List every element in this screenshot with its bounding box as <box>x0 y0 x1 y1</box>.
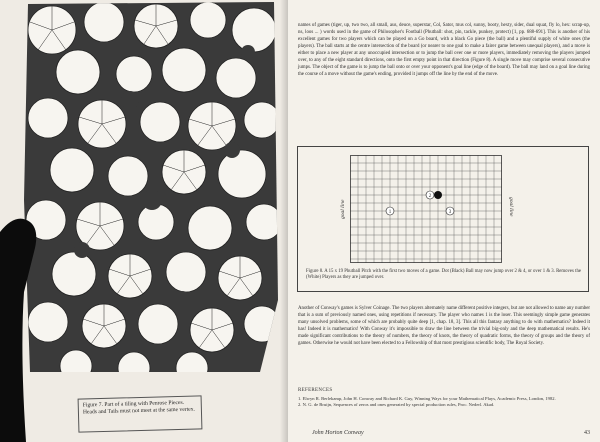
ball-black <box>434 191 442 199</box>
reference-item: 1. Elwyn R. Berlekamp, John H. Conway and Richard K. Guy, Winning Ways for your Mathematical Plays, Academic Press, London, 1982. <box>298 396 556 401</box>
reference-item: 2. N. G. de Bruijn, Sequences of zeros and ones generated by special production rules, Proc. Nederl. Akad. <box>298 402 495 408</box>
phutball-figure <box>297 146 589 292</box>
penrose-tiling-illustration <box>22 0 280 375</box>
running-footer-title: John Horton Conway <box>312 430 364 436</box>
player-label-3: 3 <box>448 209 452 215</box>
figure-8-caption: Figure 8. A 15 x 19 Phutball Pitch with the first two moves of a game. Dot (Black) Ball may now jump over 2 & 4, or over 1 & 3. Removes the (White) Players as they are jumped over. <box>306 269 581 281</box>
goal-line-left-label: goal line <box>340 199 346 219</box>
paragraph-2: Another of Conway's games is Sylver Coinage. The two players alternately name different positive integers, but are not allowed to name any number that is a sum of previously named ones, using repetitions if necessary. The player who names 1 is the loser. This seemingly simple game generates many unsolved problems, some of which are probably quite deep [1, chap. 18, 3]. This all this fantasy anything to do with mathematics? Indeed it has! Indeed it is mathematics! With Conway it's impossible to draw the line between the trivial big-only and the deep mathematical results. He's made significant contributions to the theory of numbers, the theory of knots, the theory of quadratic forms, the theory of groups and the theory of games. Otherwise he would not have been elected to a Fellowship of that most prestigious scientific body, The Royal Society. <box>298 306 590 346</box>
references-list <box>298 396 590 408</box>
player-label-1: 1 <box>388 209 392 215</box>
goal-line-right-label: goal line <box>508 197 514 217</box>
left-page <box>0 0 290 442</box>
page-number: 43 <box>584 430 590 436</box>
player-label-2: 2 <box>428 193 432 199</box>
references-heading: REFERENCES <box>298 388 333 393</box>
left-figure-caption: Figure 7. Part of a tiling with Penrose Pieces. Heads and Tails must not meet at the same vertex. <box>78 395 203 432</box>
glove-shape <box>0 212 40 442</box>
go-board-diagram <box>340 155 514 263</box>
paragraph-1: names of games (tiger, up, two two, all small, aus, deuce, superstar, Col, Sator, mus col, sunny, booty, hexty, sider, dual squat, fly lo, hex: scrap-up, ns, loos ... ) words used in the game of Philosopher's Football (Phutball: shot, pin, tackle, punkey, protect) [1, pp. 688-691]. This is another of his excellent games for two players which can be played on a Go board, with a black Go piece (the ball) and a plentiful supply of white ones (the players). The ball starts at the centre intersection of the board (or nearer to one goal to make a fairer game between unequal players), and a move is either to place a new player at any unoccupied intersection or to jump the ball over one or more players, immediately removing the players jumped over, to any of the eight standard directions, onto the first empty point in that direction (Figure 8). A single move may comprise several consecutive jumps. The object of the game is to jump the ball onto or over your opponent's goal line (edge of the board). The ball may land on a goal line during the course of a move without the game's ending, provided it jumps off the line by the end of the move. <box>298 23 590 77</box>
